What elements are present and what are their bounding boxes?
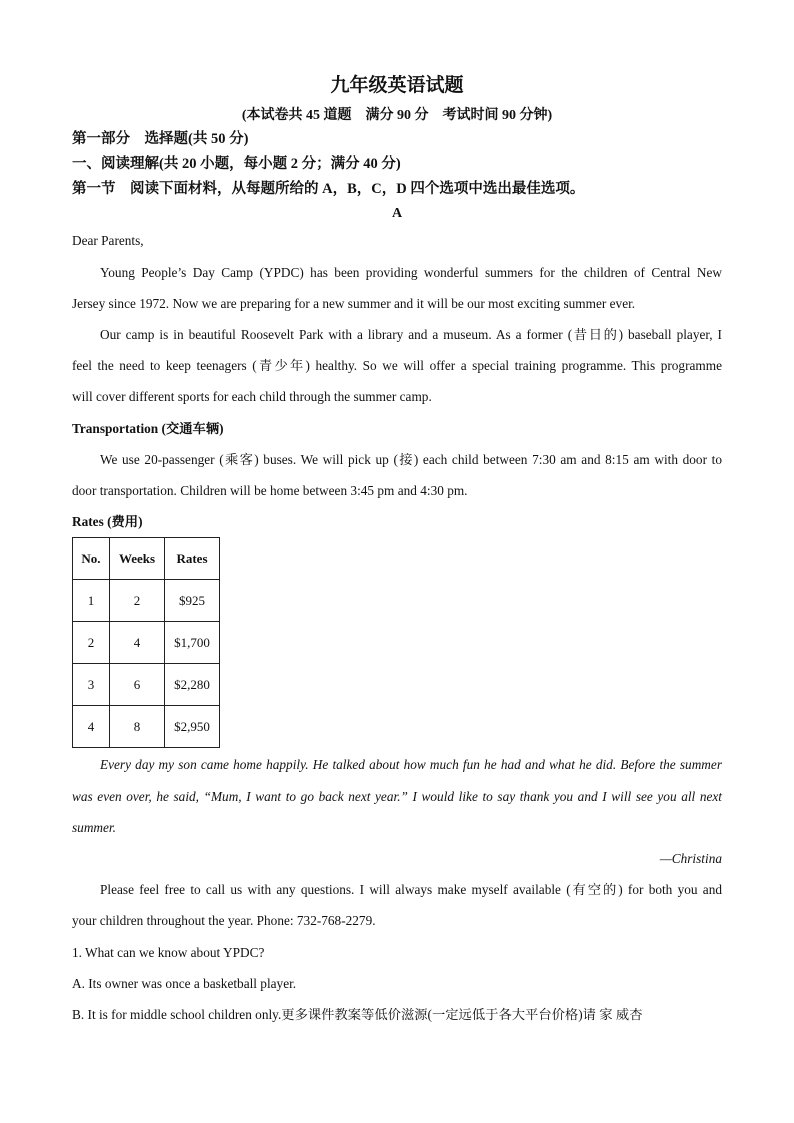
question-1-option-b: B. It is for middle school children only.更多课件教案等低价滋源(一定远低于各大平台价格)请 家 威杏 [72,1007,643,1022]
table-row [73,706,220,748]
testimonial-line-2: was even over, he said, “Mum, I want to go back next year.” I would like to say thank you and I will see you all next [72,789,722,804]
question-1-stem: 1. What can we know about YPDC? [72,945,265,960]
question-1-option-a: A. Its owner was once a basketball player. [72,976,297,991]
table-cell: $2,280 [165,664,220,706]
table-cell: $1,700 [165,622,220,664]
exam-subtitle: (本试卷共 45 道题 满分 90 分 考试时间 90 分钟) [241,108,553,123]
table-header: Rates [165,538,220,580]
letter-greeting: Dear Parents, [72,233,144,248]
table-row [73,664,220,706]
contact-line-1: Please feel free to call us with any questions. I will always make myself available (有空的) for both you and [100,882,722,897]
paragraph-2-line-3: will cover different sports for each child through the summer camp. [72,389,432,404]
table-cell: 8 [110,706,165,748]
table-row [73,622,220,664]
passage-label: A [391,206,403,221]
table-cell: 1 [73,580,110,622]
transport-line-2: door transportation. Children will be home between 3:45 pm and 4:30 pm. [72,483,468,498]
table-header: Weeks [110,538,165,580]
paragraph-1-line-2: Jersey since 1972. Now we are preparing for a new summer and it will be our most exciting summer ever. [72,296,636,311]
testimonial-author: —Christina [659,851,722,866]
paragraph-1-line-1: Young People’s Day Camp (YPDC) has been providing wonderful summers for the children of Central New [100,265,722,280]
table-cell: $2,950 [165,706,220,748]
reading-heading: 一、阅读理解(共 20 小题，每小题 2 分；满分 40 分) [72,156,401,172]
paragraph-2-line-1: Our camp is in beautiful Roosevelt Park with a library and a museum. As a former (昔日的) baseball player, I [100,327,722,342]
exam-title: 九年级英语试题 [330,75,464,96]
table-header: No. [73,538,110,580]
table-row [73,580,220,622]
table-cell: 4 [73,706,110,748]
table-cell: 4 [110,622,165,664]
table-header-row [73,538,220,580]
testimonial-line-3: summer. [72,820,116,835]
table-cell: $925 [165,580,220,622]
rates-heading: Rates (费用) [72,514,143,529]
paragraph-2-line-2: feel the need to keep teenagers (青少年) healthy. So we will offer a special training programme. This programme [72,358,722,373]
testimonial-line-1: Every day my son came home happily. He talked about how much fun he had and what he did. Before the summer [100,757,722,772]
contact-line-2: your children throughout the year. Phone: 732-768-2279. [72,913,376,928]
transport-heading: Transportation (交通车辆) [72,421,224,436]
section-instruction: 第一节 阅读下面材料，从每题所给的 A，B，C，D 四个选项中选出最佳选项。 [72,181,585,197]
part-heading: 第一部分 选择题(共 50 分) [72,131,249,147]
table-cell: 6 [110,664,165,706]
table-cell: 3 [73,664,110,706]
transport-line-1: We use 20-passenger (乘客) buses. We will pick up (接) each child between 7:30 am and 8:15 am with door to [100,452,722,467]
table-cell: 2 [110,580,165,622]
table-cell: 2 [73,622,110,664]
rates-table [72,537,220,748]
